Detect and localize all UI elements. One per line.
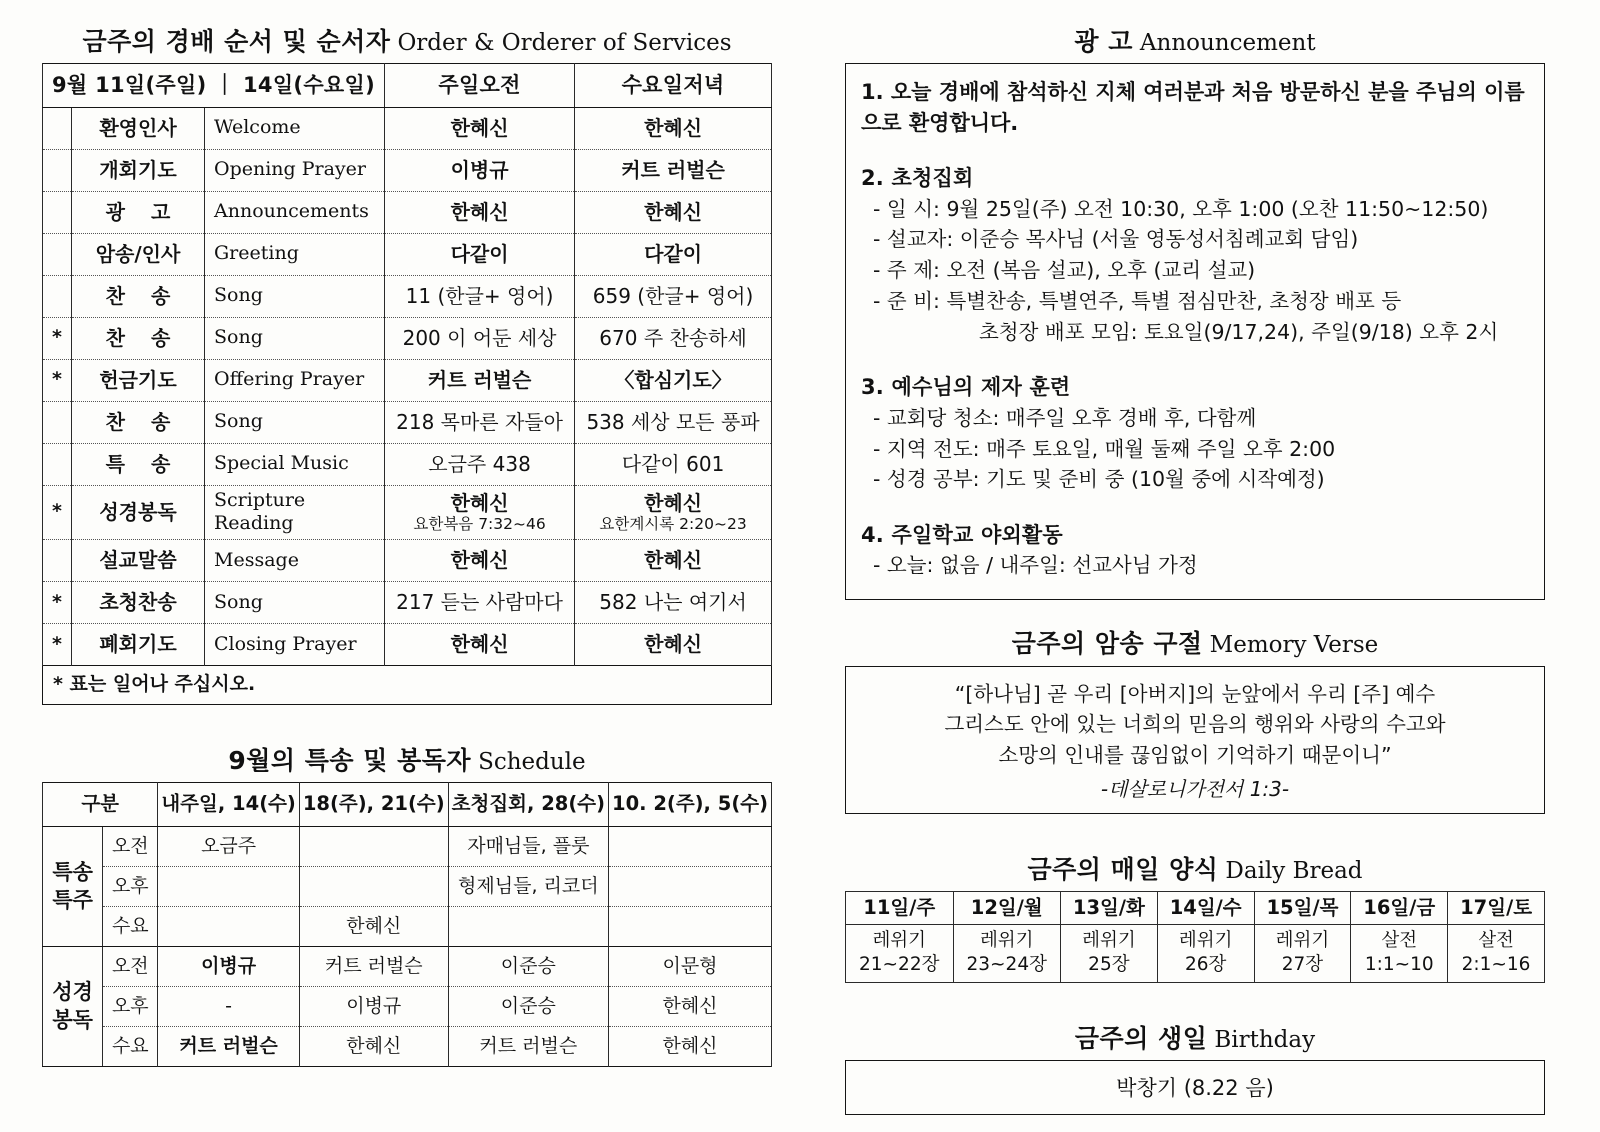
announcement-box xyxy=(845,63,1545,600)
daily-bread-reading: 레위기 25장 xyxy=(1061,925,1158,982)
standing-marker xyxy=(43,540,72,582)
spacer xyxy=(861,350,1529,372)
order-pm-value: 538 세상 모든 풍파 xyxy=(575,401,772,443)
order-pm-value: 659 (한글+ 영어) xyxy=(575,275,772,317)
order-row xyxy=(43,233,772,275)
schedule-cell xyxy=(299,827,448,867)
order-item-en: Offering Prayer xyxy=(205,359,385,401)
order-am-value: 217 듣는 사람마다 xyxy=(385,582,575,624)
scripture-reference: 요한계시록 2:20~23 xyxy=(599,514,747,533)
schedule-group-label: 특송 특주 xyxy=(43,827,103,947)
order-footnote-row xyxy=(43,666,772,705)
order-item-ko: 폐회기도 xyxy=(72,624,205,666)
order-row xyxy=(43,624,772,666)
order-pm-value: 다같이 601 xyxy=(575,443,772,485)
standing-marker: * xyxy=(43,485,72,540)
memory-verse-box xyxy=(845,666,1545,814)
standing-marker xyxy=(43,443,72,485)
schedule-cell xyxy=(299,867,448,907)
announcement-heading: 3. 예수님의 제자 훈련 xyxy=(861,375,1071,400)
schedule-header-cell: 구분 xyxy=(43,783,158,827)
schedule-cell: 이병규 xyxy=(158,947,300,987)
schedule-cell: 이병규 xyxy=(299,987,448,1027)
schedule-cell: 커트 러벌슨 xyxy=(299,947,448,987)
order-of-service-table xyxy=(42,63,772,705)
order-item-ko: 찬 송 xyxy=(72,275,205,317)
daily-bread-day: 14일/수 xyxy=(1157,892,1254,925)
standing-marker: * xyxy=(43,359,72,401)
announcement-sub-line: - 일 시: 9월 25일(주) 오전 10:30, 오후 1:00 (오찬 11:50~12:50) xyxy=(873,196,1489,221)
order-row xyxy=(43,540,772,582)
announcement-item xyxy=(861,77,1529,138)
order-header-pm: 수요일저녁 xyxy=(575,64,772,107)
order-section-title xyxy=(42,28,772,56)
bread-title-ko: 금주의 매일 양식 xyxy=(1027,854,1219,884)
schedule-cell xyxy=(448,907,608,947)
order-row xyxy=(43,582,772,624)
order-item-en: Scripture Reading xyxy=(205,485,385,540)
daily-bread-table xyxy=(845,891,1545,983)
order-am-value: 커트 러벌슨 xyxy=(385,359,575,401)
schedule-row xyxy=(43,907,772,947)
schedule-cell: 이준승 xyxy=(448,987,608,1027)
standing-marker xyxy=(43,191,72,233)
order-item-en: Closing Prayer xyxy=(205,624,385,666)
order-row xyxy=(43,443,772,485)
announcement-item xyxy=(861,372,1529,495)
memory-verse-line: “[하나님] 곧 우리 [아버지]의 눈앞에서 우리 [주] 예수 xyxy=(954,681,1436,706)
memory-title-ko: 금주의 암송 구절 xyxy=(1011,629,1203,659)
order-item-ko: 설교말씀 xyxy=(72,540,205,582)
schedule-cell: 오금주 xyxy=(158,827,300,867)
order-row xyxy=(43,275,772,317)
spacer xyxy=(861,141,1529,163)
order-am-value: 한혜신 xyxy=(385,624,575,666)
order-item-en: Welcome xyxy=(205,107,385,149)
daily-bread-day: 12일/월 xyxy=(953,892,1061,925)
order-item-ko: 개회기도 xyxy=(72,149,205,191)
order-pm-value: 커트 러벌슨 xyxy=(575,149,772,191)
announcement-paragraph-line: 1. 오늘 경배에 참석하신 지체 여러분과 처음 방문하신 분을 주님의 이름 xyxy=(861,80,1525,105)
daily-bread-reading: 레위기 21~22장 xyxy=(846,925,954,982)
schedule-cell: 한혜신 xyxy=(609,1027,772,1067)
schedule-cell: 커트 러벌슨 xyxy=(448,1027,608,1067)
schedule-row xyxy=(43,1027,772,1067)
announcement-item xyxy=(861,520,1529,581)
announcement-item xyxy=(861,163,1529,347)
schedule-cell: 한혜신 xyxy=(299,907,448,947)
daily-bread-value-row xyxy=(846,925,1545,982)
daily-bread-day: 17일/토 xyxy=(1448,892,1545,925)
spacer xyxy=(845,600,1545,630)
order-pm-value: 670 주 찬송하세 xyxy=(575,317,772,359)
announcement-sub-line: - 성경 공부: 기도 및 준비 중 (10월 중에 시작예정) xyxy=(873,467,1325,492)
order-title-ko: 금주의 경배 순서 및 순서자 xyxy=(82,27,391,56)
daily-bread-section-title xyxy=(845,856,1545,884)
order-item-en: Message xyxy=(205,540,385,582)
spacer xyxy=(861,498,1529,520)
order-row xyxy=(43,149,772,191)
order-footnote: * 표는 일어나 주십시오. xyxy=(43,666,772,705)
order-am-value: 한혜신 xyxy=(385,540,575,582)
order-am-value: 다같이 xyxy=(385,233,575,275)
announcement-sub-line: - 오늘: 없음 / 내주일: 선교사님 가정 xyxy=(873,553,1198,578)
schedule-row xyxy=(43,867,772,907)
schedule-time-label: 오전 xyxy=(103,947,158,987)
order-item-ko: 성경봉독 xyxy=(72,485,205,540)
order-row xyxy=(43,191,772,233)
monthly-schedule-table xyxy=(42,782,772,1067)
birthday-section-title xyxy=(845,1025,1545,1053)
order-item-ko: 환영인사 xyxy=(72,107,205,149)
schedule-cell: 이문형 xyxy=(609,947,772,987)
order-item-ko: 찬 송 xyxy=(72,317,205,359)
spacer xyxy=(845,983,1545,1025)
schedule-header-cell: 10. 2(주), 5(수) xyxy=(609,783,772,827)
schedule-time-label: 수요 xyxy=(103,1027,158,1067)
order-item-en: Announcements xyxy=(205,191,385,233)
spacer xyxy=(42,705,772,747)
order-item-en: Song xyxy=(205,275,385,317)
order-pm-value: 다같이 xyxy=(575,233,772,275)
schedule-cell xyxy=(158,907,300,947)
schedule-row xyxy=(43,827,772,867)
schedule-header-cell: 18(주), 21(수) xyxy=(299,783,448,827)
schedule-section-title xyxy=(42,747,772,775)
schedule-time-label: 오후 xyxy=(103,987,158,1027)
schedule-cell: 커트 러벌슨 xyxy=(158,1027,300,1067)
memory-title-en: Memory Verse xyxy=(1209,632,1379,659)
order-am-value: 이병규 xyxy=(385,149,575,191)
daily-bread-reading: 레위기 27장 xyxy=(1254,925,1351,982)
schedule-time-label: 오전 xyxy=(103,827,158,867)
order-pm-value: 582 나는 여기서 xyxy=(575,582,772,624)
daily-bread-day: 16일/금 xyxy=(1351,892,1448,925)
order-am-value: 218 목마른 자들아 xyxy=(385,401,575,443)
order-item-ko: 헌금기도 xyxy=(72,359,205,401)
schedule-cell xyxy=(609,867,772,907)
order-item-en: Song xyxy=(205,317,385,359)
order-item-ko: 암송/인사 xyxy=(72,233,205,275)
order-title-en: Order & Orderer of Services xyxy=(397,30,732,56)
birthday-box xyxy=(845,1060,1545,1115)
left-column xyxy=(42,28,772,1067)
announcement-sub-line: - 설교자: 이준승 목사님 (서울 영동성서침례교회 담임) xyxy=(873,227,1359,252)
order-am-value: 200 이 어둔 세상 xyxy=(385,317,575,359)
memory-verse-section-title xyxy=(845,630,1545,658)
daily-bread-reading: 살전 1:1~10 xyxy=(1351,925,1448,982)
schedule-row xyxy=(43,947,772,987)
schedule-header-cell: 내주일, 14(수) xyxy=(158,783,300,827)
order-item-ko: 특 송 xyxy=(72,443,205,485)
birthday-title-en: Birthday xyxy=(1214,1026,1316,1053)
order-row xyxy=(43,359,772,401)
scripture-reference: 요한복음 7:32~46 xyxy=(413,514,546,533)
daily-bread-day: 13일/화 xyxy=(1061,892,1158,925)
schedule-title-en: Schedule xyxy=(478,748,586,775)
spacer xyxy=(845,814,1545,856)
daily-bread-reading: 레위기 23~24장 xyxy=(953,925,1061,982)
schedule-cell xyxy=(609,827,772,867)
order-item-en: Song xyxy=(205,582,385,624)
schedule-time-label: 수요 xyxy=(103,907,158,947)
memory-verse-reference: -데살로니가전서 1:3- xyxy=(1100,776,1290,801)
announcement-heading: 4. 주일학교 야외활동 xyxy=(861,523,1063,548)
order-row xyxy=(43,401,772,443)
order-header-date: 9월 11일(주일) ｜ 14일(수요일) xyxy=(43,64,385,107)
order-pm-value: 한혜신 xyxy=(575,107,772,149)
standing-marker: * xyxy=(43,317,72,359)
order-item-ko: 찬 송 xyxy=(72,401,205,443)
order-row xyxy=(43,317,772,359)
order-pm-value: 한혜신 xyxy=(575,191,772,233)
schedule-cell: - xyxy=(158,987,300,1027)
announcement-sub-line: - 지역 전도: 매주 토요일, 매월 둘째 주일 오후 2:00 xyxy=(873,436,1336,461)
announcement-sub-line: - 주 제: 오전 (복음 설교), 오후 (교리 설교) xyxy=(873,258,1256,283)
order-am-value: 오금주 438 xyxy=(385,443,575,485)
right-column xyxy=(845,28,1545,1115)
birthday-entry: 박창기 (8.22 음) xyxy=(1116,1076,1274,1100)
announcement-title-en: Announcement xyxy=(1139,30,1316,56)
order-am-value: 한혜신 xyxy=(385,107,575,149)
standing-marker: * xyxy=(43,582,72,624)
order-item-en: Song xyxy=(205,401,385,443)
order-pm-value: 〈합심기도〉 xyxy=(575,359,772,401)
standing-marker xyxy=(43,233,72,275)
schedule-cell: 자매님들, 플룻 xyxy=(448,827,608,867)
order-pm-value: 한혜신 요한계시록 2:20~23 xyxy=(575,485,772,540)
order-item-en: Greeting xyxy=(205,233,385,275)
daily-bread-reading: 살전 2:1~16 xyxy=(1448,925,1545,982)
order-pm-value: 한혜신 xyxy=(575,624,772,666)
order-am-value: 11 (한글+ 영어) xyxy=(385,275,575,317)
order-table-header-row xyxy=(43,64,772,107)
order-item-en: Opening Prayer xyxy=(205,149,385,191)
schedule-cell: 이준승 xyxy=(448,947,608,987)
announcement-section-title xyxy=(845,28,1545,56)
schedule-cell xyxy=(158,867,300,907)
memory-verse-line: 소망의 인내를 끊임없이 기억하기 때문이니” xyxy=(998,743,1392,768)
standing-marker xyxy=(43,275,72,317)
order-header-am: 주일오전 xyxy=(385,64,575,107)
schedule-cell: 한혜신 xyxy=(299,1027,448,1067)
schedule-cell: 형제님들, 리코더 xyxy=(448,867,608,907)
order-am-value: 한혜신 요한복음 7:32~46 xyxy=(385,485,575,540)
order-row xyxy=(43,485,772,540)
schedule-group-label: 성경 봉독 xyxy=(43,947,103,1067)
birthday-title-ko: 금주의 생일 xyxy=(1074,1023,1208,1053)
order-row xyxy=(43,107,772,149)
bread-title-en: Daily Bread xyxy=(1225,857,1363,884)
daily-bread-day: 11일/주 xyxy=(846,892,954,925)
announcement-sub-line: - 준 비: 특별찬송, 특별연주, 특별 점심만찬, 초청장 배포 등 xyxy=(873,288,1402,313)
announcement-sub-indent-line: 초청장 배포 모임: 토요일(9/17,24), 주일(9/18) 오후 2시 xyxy=(979,319,1499,344)
standing-marker xyxy=(43,401,72,443)
memory-verse-line: 그리스도 안에 있는 너희의 믿음의 행위와 사랑의 수고와 xyxy=(944,712,1446,737)
announcement-sub-line: - 교회당 청소: 매주일 오후 경배 후, 다함께 xyxy=(873,405,1257,430)
order-item-en: Special Music xyxy=(205,443,385,485)
schedule-row xyxy=(43,987,772,1027)
order-item-ko: 초청찬송 xyxy=(72,582,205,624)
daily-bread-reading: 레위기 26장 xyxy=(1157,925,1254,982)
schedule-time-label: 오후 xyxy=(103,867,158,907)
order-item-ko: 광 고 xyxy=(72,191,205,233)
daily-bread-header-row xyxy=(846,892,1545,925)
daily-bread-day: 15일/목 xyxy=(1254,892,1351,925)
schedule-header-cell: 초청집회, 28(수) xyxy=(448,783,608,827)
schedule-title-ko: 9월의 특송 및 봉독자 xyxy=(228,745,472,775)
order-pm-value: 한혜신 xyxy=(575,540,772,582)
standing-marker xyxy=(43,107,72,149)
order-am-value: 한혜신 xyxy=(385,191,575,233)
schedule-header-row xyxy=(43,783,772,827)
announcement-heading: 2. 초청집회 xyxy=(861,166,974,191)
announcement-paragraph-line: 으로 환영합니다. xyxy=(861,110,1019,135)
standing-marker xyxy=(43,149,72,191)
schedule-cell xyxy=(609,907,772,947)
schedule-cell: 한혜신 xyxy=(609,987,772,1027)
standing-marker: * xyxy=(43,624,72,666)
announcement-title-ko: 광 고 xyxy=(1074,27,1133,56)
